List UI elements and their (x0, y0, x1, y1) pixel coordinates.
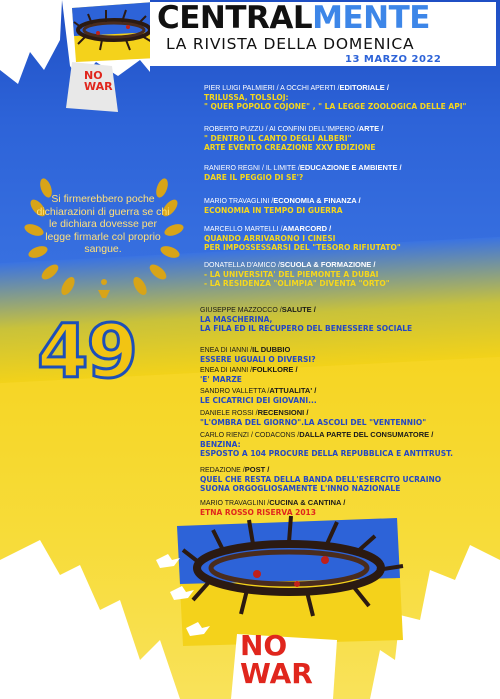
article-section: SALUTE (281, 305, 312, 314)
article-headline: LA MASCHERINA, (200, 315, 273, 324)
article-section-end: / (341, 498, 346, 507)
article-section-end: / (304, 408, 309, 417)
title-central: CENTRAL (157, 0, 313, 36)
article-headline: DARE IL PEGGIO DI SE'? (204, 173, 304, 182)
nowar-line1: NO (84, 69, 103, 82)
article-headline: "L'OMBRA DEL GIORNO".LA ASCOLI DEL "VENTENNIO" (200, 418, 427, 427)
article-section: SCUOLA & FORMAZIONE (279, 260, 372, 269)
article-author: RANIERO REGNI / IL LIMITE / (204, 165, 300, 172)
article-section: EDUCAZIONE E AMBIENTE (299, 163, 398, 172)
article-headline: - LA UNIVERSITA' DEL PIEMONTE A DUBAI (204, 270, 379, 279)
article-section: DALLA PARTE DEL CONSUMATORE (299, 430, 430, 439)
article-section: ARTE (358, 124, 380, 133)
article-section: ATTUALITA' (269, 386, 313, 395)
article-headline: - LA RESIDENZA "OLIMPIA" DIVENTA "ORTO" (204, 279, 390, 288)
war-quote: Si firmerebbero poche dichiarazioni di guerra se chi le dichiara dovesse per legge firmarle col proprio sangue. (36, 193, 170, 255)
article-section: POST (244, 465, 266, 474)
article-author: PIER LUIGI PALMIERI / A OCCHI APERTI / (204, 85, 340, 92)
article-headline: PER IMPOSSESSARSI DEL "TESORO RIFIUTATO" (204, 243, 401, 252)
article-section-end: / (371, 260, 376, 269)
issue-number: 49 (37, 309, 136, 395)
article-headline: " QUER POPOLO COJONE" , " LA LEGGE ZOOLOGICA DELLE API" (204, 102, 467, 111)
article-section-end: / (312, 386, 317, 395)
title-mente: MENTE (312, 0, 430, 36)
article-section: EDITORIALE (339, 83, 385, 92)
article-headline: " DENTRO IL CANTO DEGLI ALBERI" (204, 134, 352, 143)
article-section: ECONOMIA & FINANZA (273, 196, 357, 205)
article-section-end: / (384, 83, 389, 92)
article-author: MARIO TRAVAGLINI / (204, 198, 274, 205)
article-headline: ARTE EVENTO CREAZIONE XXV EDIZIONE (204, 143, 376, 152)
article-headline: QUANDO ARRIVARONO I CINESI (204, 234, 336, 243)
nowar-big-line2: WAR (240, 657, 313, 690)
article-section-end: / (397, 163, 402, 172)
article-author: MARCELLO MARTELLI / (204, 226, 283, 233)
article-headline: ECONOMIA IN TEMPO DI GUERRA (204, 206, 343, 215)
article-section: RECENSIONI (257, 408, 305, 417)
article-author: DANIELE ROSSI / (200, 410, 258, 417)
article-section: IL DUBBIO (252, 345, 291, 354)
article-section-end: / (379, 124, 384, 133)
article-headline: ESSERE UGUALI O DIVERSI? (200, 355, 316, 364)
article-section-end: / (311, 305, 316, 314)
article-author: ROBERTO PUZZU / AI CONFINI DELL'IMPERO / (204, 126, 359, 133)
nowar-big-line1: NO (240, 629, 288, 662)
article-headline: ETNA ROSSO RISERVA 2013 (200, 508, 316, 517)
article-section: FOLKLORE (252, 365, 294, 374)
article-section-end: / (356, 196, 361, 205)
article-section: AMARCORD (282, 224, 328, 233)
article-headline: QUEL CHE RESTA DELLA BANDA DELL'ESERCITO UCRAINO (200, 475, 442, 484)
article-headline: LA FILA ED IL RECUPERO DEL BENESSERE SOCIALE (200, 324, 413, 333)
article-headline: BENZINA: (200, 440, 241, 449)
article-section-end: / (327, 224, 332, 233)
article-headline: SUONA ORGOGLIOSAMENTE L'INNO NAZIONALE (200, 484, 401, 493)
article-section-end: / (293, 365, 298, 374)
article-author: DONATELLA D'AMICO / (204, 262, 280, 269)
article-section: CUCINA & CANTINA (269, 498, 342, 507)
article-author: SANDRO VALLETTA / (200, 388, 270, 395)
article-headline: LE CICATRICI DEI GIOVANI... (200, 396, 317, 405)
article-headline: TRILUSSA, TOLSLOJ: (204, 93, 289, 102)
article-author: MARIO TRAVAGLINI / (200, 500, 270, 507)
article-author: CARLO RIENZI / CODACONS / (200, 432, 300, 439)
article-author: GIUSEPPE MAZZOCCO / (200, 307, 282, 314)
issue-date: 13 MARZO 2022 (345, 54, 442, 65)
masthead-subtitle: LA RIVISTA DELLA DOMENICA (166, 35, 415, 53)
article-headline: 'E' MARZE (200, 375, 242, 384)
article-author: REDAZIONE / (200, 467, 245, 474)
article-author: ENEA DI IANNI / (200, 367, 253, 374)
article-section-end: / (429, 430, 434, 439)
article-author: ENEA DI IANNI / (200, 347, 253, 354)
nowar-line2: WAR (84, 80, 113, 93)
article-headline: ESPOSTO A 104 PROCURE DELLA REPUBBLICA E ANTITRUST. (200, 449, 453, 458)
article-section-end: / (265, 465, 270, 474)
